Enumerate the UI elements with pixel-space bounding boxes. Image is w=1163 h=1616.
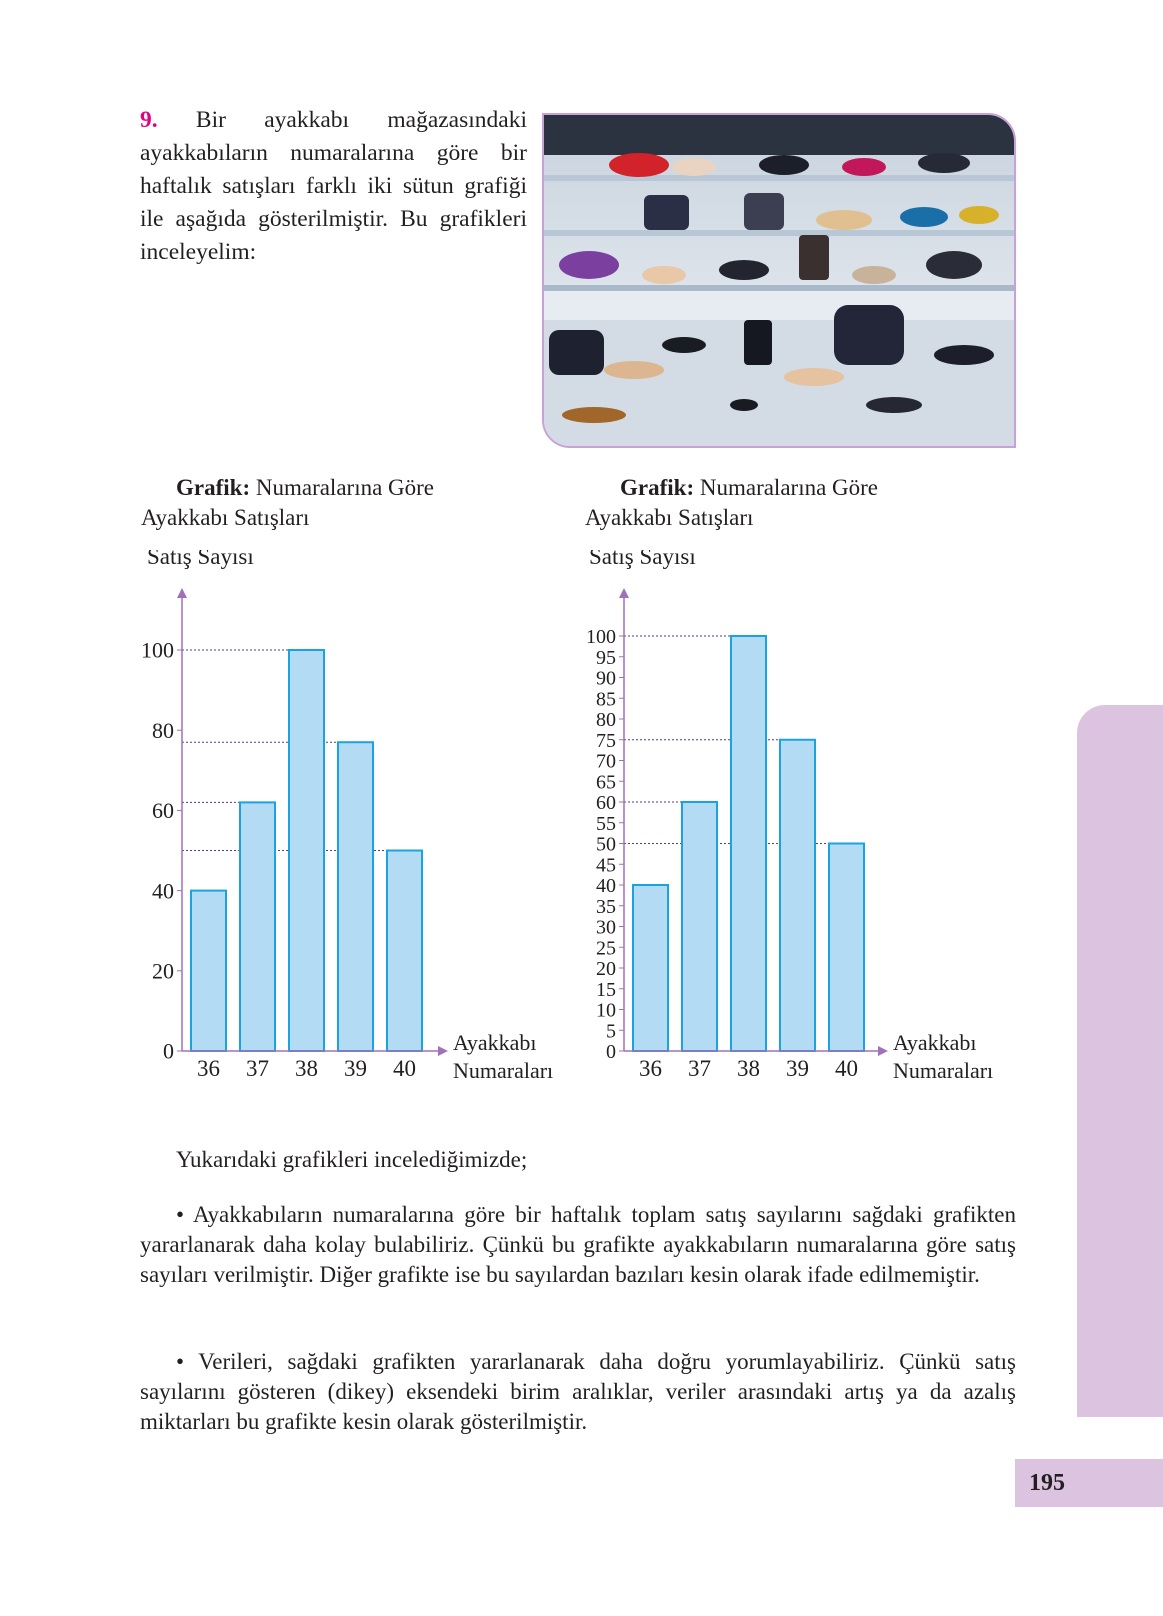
chart2-x-axis-label-line1: Ayakkabı: [893, 1030, 977, 1055]
chart2-x-tick-label: 36: [639, 1056, 662, 1081]
bullet-paragraph-1: • Ayakkabıların numaralarına göre bir haftalık toplam satış sayılarını sağdaki grafikten yararlanarak daha kolay bulabiliriz. Çünkü bu grafikte ayakkabıların numaralarına göre satış sayıları verilmiştir. Diğer grafikte ise bu sayılardan bazıları kesin olarak ifade edilmemiştir.: [140, 1202, 1016, 1287]
chart2-title-line2: Ayakkabı Satışları: [585, 505, 754, 530]
chart2-bar-40: [829, 844, 864, 1052]
shoe-store-illustration: [544, 115, 1014, 446]
chart2-y-tick-label: 80: [596, 709, 616, 731]
chart1-x-axis-label-line1: Ayakkabı: [453, 1030, 537, 1055]
chart2-y-tick-label: 50: [596, 833, 616, 856]
chart2-y-axis-arrow: [619, 588, 629, 598]
chart1-title-bold: Grafik:: [176, 475, 251, 500]
chart2-y-tick-label: 0: [606, 1041, 616, 1063]
chart1-bar-38: [289, 650, 324, 1051]
chart1-y-axis-label: Satış Sayısı: [147, 550, 254, 569]
chart2-title-rest: Numaralarına Göre: [699, 475, 879, 500]
chart1-y-tick-label: 100: [141, 637, 174, 663]
chart1-title-rest: Numaralarına Göre: [255, 475, 435, 500]
chart2-x-tick-label: 39: [786, 1056, 809, 1081]
chart2-y-tick-label: 15: [596, 978, 616, 1001]
chart2-y-tick-label: 10: [596, 999, 616, 1022]
chart2-y-tick-label: 90: [596, 667, 616, 690]
chart2-bar-39: [780, 740, 815, 1051]
chart1-bar-36: [191, 891, 226, 1051]
chart1-title-line2: Ayakkabı Satışları: [141, 505, 310, 530]
chart1-bar-40: [387, 851, 422, 1052]
lead-text: Yukarıdaki grafikleri incelediğimizde;: [176, 1147, 528, 1172]
chart2-y-tick-label: 25: [596, 937, 616, 960]
bullet-paragraph-2: • Verileri, sağdaki grafikten yararlanarak daha doğru yorumlayabiliriz. Çünkü satış sayılarını gösteren (dikey) eksendeki birim aralıklar, veriler arasındaki artış ya da azalış miktarları bu grafikte kesin olarak gösterilmiştir.: [140, 1349, 1016, 1434]
chart2-y-tick-label: 100: [586, 626, 616, 648]
chart1-x-axis-label-line2: Numaraları: [453, 1058, 554, 1083]
problem-number: 9.: [140, 107, 158, 133]
chart2-bar-37: [682, 802, 717, 1051]
chart1-x-tick-label: 38: [295, 1056, 318, 1081]
chart1-bar-chart: [120, 550, 580, 1100]
chart2-x-tick-label: 37: [688, 1056, 711, 1081]
chart2-y-axis-label: Satış Sayısı: [589, 550, 696, 569]
chart2-y-tick-label: 95: [596, 646, 616, 669]
chart1-y-tick-label: 40: [152, 878, 174, 904]
chart2-y-tick-label: 70: [596, 750, 616, 773]
chart2-y-tick-label: 85: [596, 688, 616, 711]
chart2-y-tick-label: 75: [596, 729, 616, 752]
chart2-x-tick-label: 40: [835, 1056, 858, 1081]
chart1-title-line1: [176, 472, 434, 503]
chart1-y-tick-label: 20: [152, 958, 174, 984]
chart1-bar-37: [240, 802, 275, 1051]
chart2-y-tick-label: 60: [596, 792, 616, 814]
chart1-y-tick-label: 60: [152, 798, 174, 824]
chart2-bar-chart: [560, 550, 1020, 1100]
chart2-y-tick-label: 35: [596, 895, 616, 918]
chart2-y-tick-label: 5: [606, 1020, 616, 1043]
chart2-y-tick-label: 55: [596, 812, 616, 835]
chart2-y-tick-label: 40: [596, 875, 616, 897]
chart1-x-tick-label: 36: [197, 1056, 220, 1081]
chart2-title-line1: [620, 472, 878, 503]
chart2-title-bold: Grafik:: [620, 475, 695, 500]
side-tab-decoration: [1077, 705, 1163, 1417]
chart2-x-tick-label: 38: [737, 1056, 760, 1081]
chart1-y-tick-label: 0: [163, 1038, 174, 1064]
shoe-store-photo: [542, 113, 1016, 448]
problem-intro: [140, 104, 527, 269]
chart1-x-axis-arrow: [438, 1046, 448, 1056]
page-number: 195: [1029, 1470, 1065, 1496]
chart2-bar-38: [731, 636, 766, 1051]
chart2-y-tick-label: 45: [596, 854, 616, 877]
chart2-y-tick-label: 30: [596, 916, 616, 939]
chart1-x-tick-label: 37: [246, 1056, 269, 1081]
chart1-bar-39: [338, 742, 373, 1051]
chart1-x-tick-label: 39: [344, 1056, 367, 1081]
chart1-x-tick-label: 40: [393, 1056, 416, 1081]
chart1-y-axis-arrow: [177, 588, 187, 598]
problem-text: Bir ayakkabı mağazasındaki ayakkabıların numaralarına göre bir haftalık satışları farklı iki sütun grafiği ile aşağıda gösterilmiştir. Bu grafikleri inceleyelim:: [140, 107, 527, 265]
chart2-x-axis-arrow: [878, 1046, 888, 1056]
chart2-x-axis-label-line2: Numaraları: [893, 1058, 994, 1083]
chart2-y-tick-label: 20: [596, 958, 616, 980]
chart2-bar-36: [633, 885, 668, 1051]
chart2-y-tick-label: 65: [596, 771, 616, 794]
chart1-y-tick-label: 80: [152, 717, 174, 743]
